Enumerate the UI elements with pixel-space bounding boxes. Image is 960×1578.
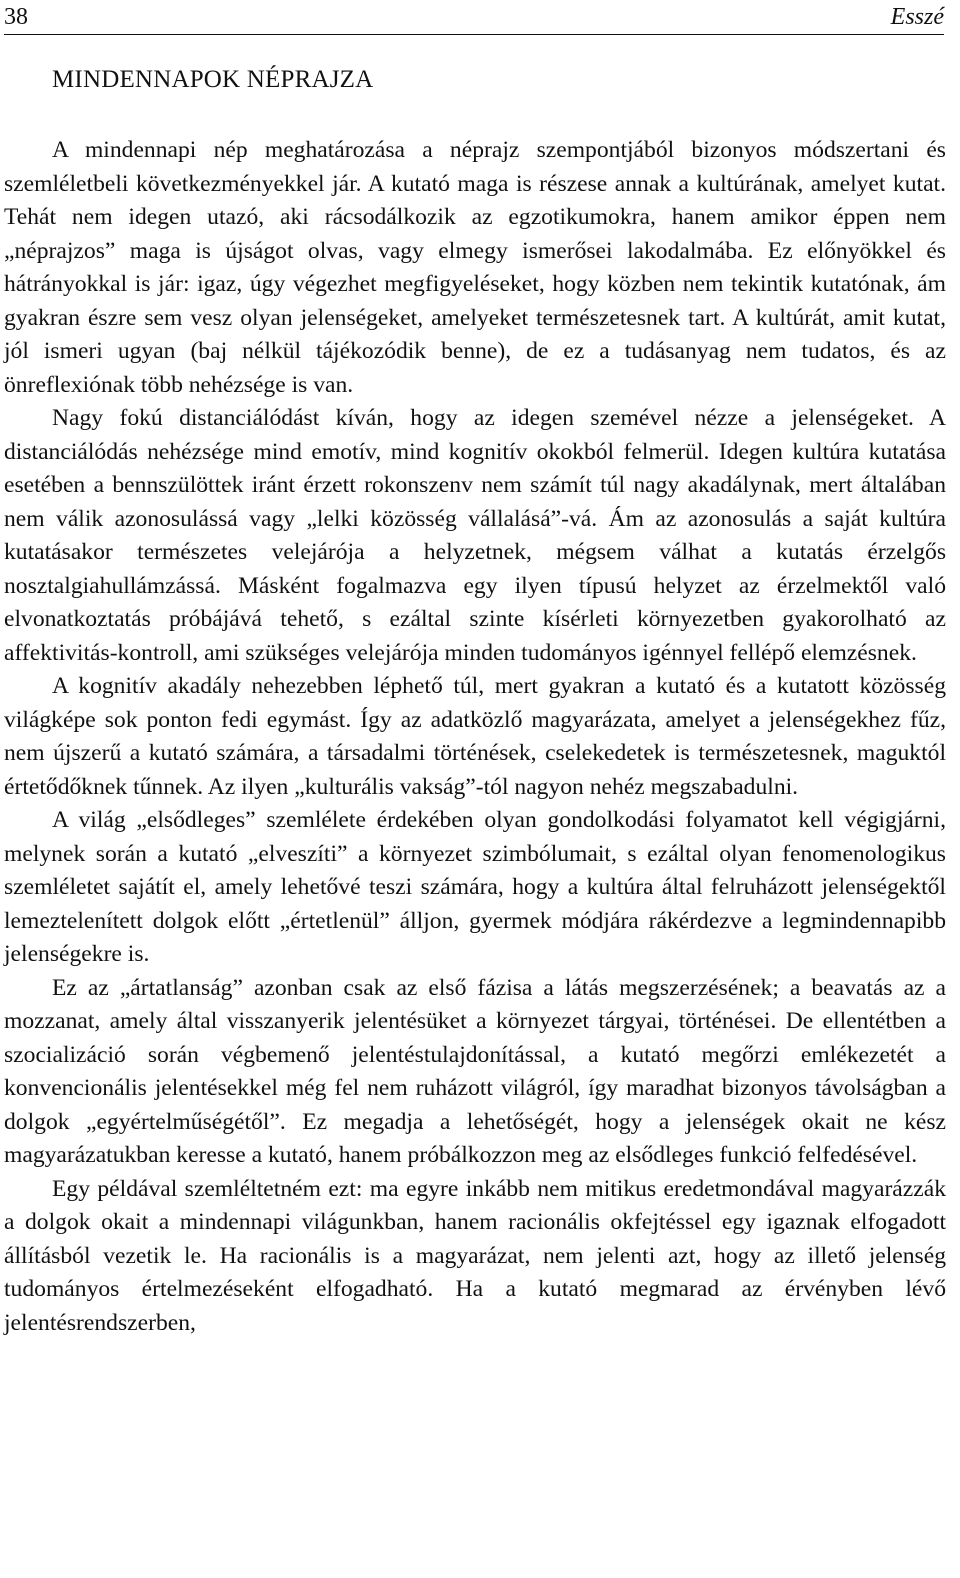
paragraph: A mindennapi nép meghatározása a néprajz szempontjából bizonyos módszertani és szemléletbeli következményekkel jár. A kutató maga is részese annak a kultúrának, amelyet kutat. Tehát nem idegen utazó, aki rácsodálkozik az egzotikumokra, hanem amikor éppen nem „néprajzos” maga is újságot olvas, vagy elmegy ismerősei lakodalmába. Ez előnyökkel és hátrányokkal is jár: igaz, úgy végezhet megfigyeléseket, hogy közben nem tekintik kutatónak, ám gyakran észre sem vesz olyan jelenségeket, amelyeket természetesnek tart. A kultúrát, amit kutat, jól ismeri ugyan (baj nélkül tájékozódik benne), de ez a tudásanyag nem tudatos, és az önreflexiónak több nehézsége is van.	[4, 137, 946, 398]
paragraph: A világ „elsődleges” szemlélete érdekében olyan gondolkodási folyamatot kell végigjárni, melynek során a kutató „elveszíti” a környezet szimbólumait, s ezáltal olyan fenomenologikus szemléletet sajátít el, amely lehetővé teszi számára, hogy a kultúra által felruházott jelenségektől lemeztelenített dolgok előtt „értetlenül” álljon, gyermek módjára rákérdezve a legmindennapibb jelenségekre is.	[4, 807, 946, 967]
section-label: Esszé	[890, 4, 944, 30]
running-head	[4, 4, 944, 35]
paragraph: A kognitív akadály nehezebben léphető túl, mert gyakran a kutató és a kutatott közösség világképe sok ponton fedi egymást. Így az adatközlő magyarázata, amelyet a jelenségekhez fűz, nem újszerű a kutató számára, a társadalmi történések, cselekedetek is természetesnek, maguktól értetődőknek tűnnek. Az ilyen „kulturális vakság”-tól nagyon nehéz megszabadulni.	[4, 673, 946, 800]
paragraph: Nagy fokú distanciálódást kíván, hogy az idegen szemével nézze a jelenségeket. A distanciálódás nehézsége mind emotív, mind kognitív okokból felmerül. Idegen kultúra kutatása esetében a bennszülöttek iránt érzett rokonszenv nem számít túl nagy akadálynak, mert általában nem válik azonosulássá vagy „lelki közösség vállalásá”-vá. Ám az azonosulás a saját kultúra kutatásakor természetes velejárója a helyzetnek, mégsem válhat a kutatás érzelgős nosztalgiahullámzássá. Másként fogalmazva egy ilyen típusú helyzet az érzelmektől való elvonatkoztatás próbájává tehető, s ezáltal szinte kísérleti környezetben gyakorolható az affektivitás-kontroll, ami szükséges velejárója minden tudományos igénnyel fellépő elemzésnek.	[4, 405, 946, 666]
article-title: MINDENNAPOK NÉPRAJZA	[52, 66, 374, 93]
paragraph: Ez az „ártatlanság” azonban csak az első fázisa a látás megszerzésének; a beavatás az a mozzanat, amely által visszanyerik jelentésüket a környezet tárgyai, történései. De ellentétben a szocializáció során végbemenő jelentéstulajdonítással, a kutató megőrzi emlékezetét a konvencionális jelentésekkel még fel nem ruházott világról, így maradhat bizonyos távolságban a dolgok „egyértelműségétől”. Ez megadja a lehetőségét, hogy a jelenségek okait ne kész magyarázatukban keresse a kutató, hanem próbálkozzon meg az elsődleges funkció felfedésével.	[4, 974, 946, 1168]
article-body	[4, 134, 946, 1340]
page-number: 38	[4, 4, 28, 30]
paragraph: Egy példával szemléltetném ezt: ma egyre inkább nem mitikus eredetmondával magyarázzák a dolgok okait a mindennapi világunkban, hanem racionális okfejtéssel egy igaznak elfogadott állításból vezetik le. Ha racionális is a magyarázat, nem jelenti azt, hogy az illető jelenség tudományos értelmezéseként elfogadható. Ha a kutató megmarad az érvényben lévő jelentésrendszerben,	[4, 1175, 946, 1336]
